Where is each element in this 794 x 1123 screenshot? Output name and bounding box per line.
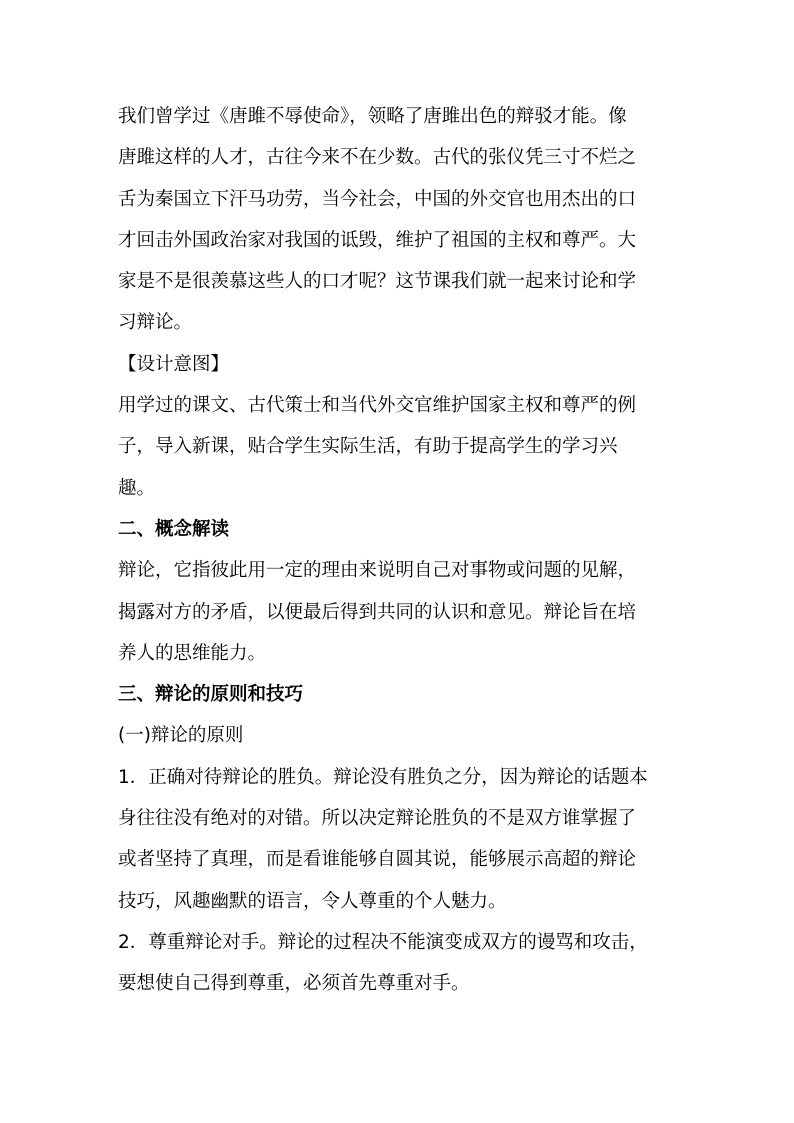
paragraph-line: 1．正确对待辩论的胜负。辩论没有胜负之分，因为辩论的话题本 (118, 766, 648, 788)
paragraph-line: 身往往没有绝对的对错。所以决定辩论胜负的不是双方谁掌握了 (118, 808, 637, 830)
paragraph-line: 我们曾学过《唐雎不辱使命》，领略了唐雎出色的辩驳才能。像 (118, 106, 627, 127)
design-intent-paragraph (118, 385, 678, 509)
paragraph-line: 家是不是很羡慕这些人的口才呢？这节课我们就一起来讨论和学 (118, 271, 637, 293)
paragraph-line: 唐雎这样的人才，古往今来不在少数。古代的张仪凭三寸不烂之 (118, 147, 637, 169)
paragraph-line: 子，导入新课，贴合学生实际生活，有助于提高学生的学习兴 (118, 436, 618, 458)
paragraph-line: 才回击外国政治家对我国的诋毁，维护了祖国的主权和尊严。大 (118, 229, 637, 251)
paragraph-line: 技巧，风趣幽默的语言，令人尊重的个人魅力。 (118, 890, 507, 912)
design-intent-label: 【设计意图】 (118, 353, 230, 375)
paragraph-line: 舌为秦国立下汗马功劳，当今社会，中国的外交官也用杰出的口 (118, 188, 637, 210)
paragraph-line: 用学过的课文、古代策士和当代外交官维护国家主权和尊严的例 (118, 395, 637, 417)
intro-paragraph (118, 96, 678, 344)
subsection-heading-principles: (一)辩论的原则 (118, 725, 244, 747)
section-heading-concept: 二、概念解读 (118, 518, 230, 540)
paragraph-line: 揭露对方的矛盾，以便最后得到共同的认识和意见。辩论旨在培 (118, 601, 637, 623)
paragraph-line: 或者坚持了真理，而是看谁能够自圆其说，能够展示高超的辩论 (118, 849, 637, 871)
concept-paragraph (118, 550, 678, 674)
paragraph-line: 习辩论。 (118, 312, 193, 334)
section-heading-principles: 三、辩论的原则和技巧 (118, 684, 304, 706)
principle-1-paragraph (118, 757, 678, 922)
paragraph-line: 趣。 (118, 477, 156, 499)
paragraph-line: 辩论，它指彼此用一定的理由来说明自己对事物或问题的见解， (118, 560, 637, 582)
paragraph-line: 要想使自己得到尊重，必须首先尊重对手。 (118, 973, 470, 995)
paragraph-line: 养人的思维能力。 (118, 642, 267, 664)
principle-2-paragraph (118, 922, 678, 1005)
paragraph-line: 2．尊重辩论对手。辩论的过程决不能演变成双方的谩骂和攻击， (118, 931, 648, 953)
document-page (118, 96, 678, 1005)
